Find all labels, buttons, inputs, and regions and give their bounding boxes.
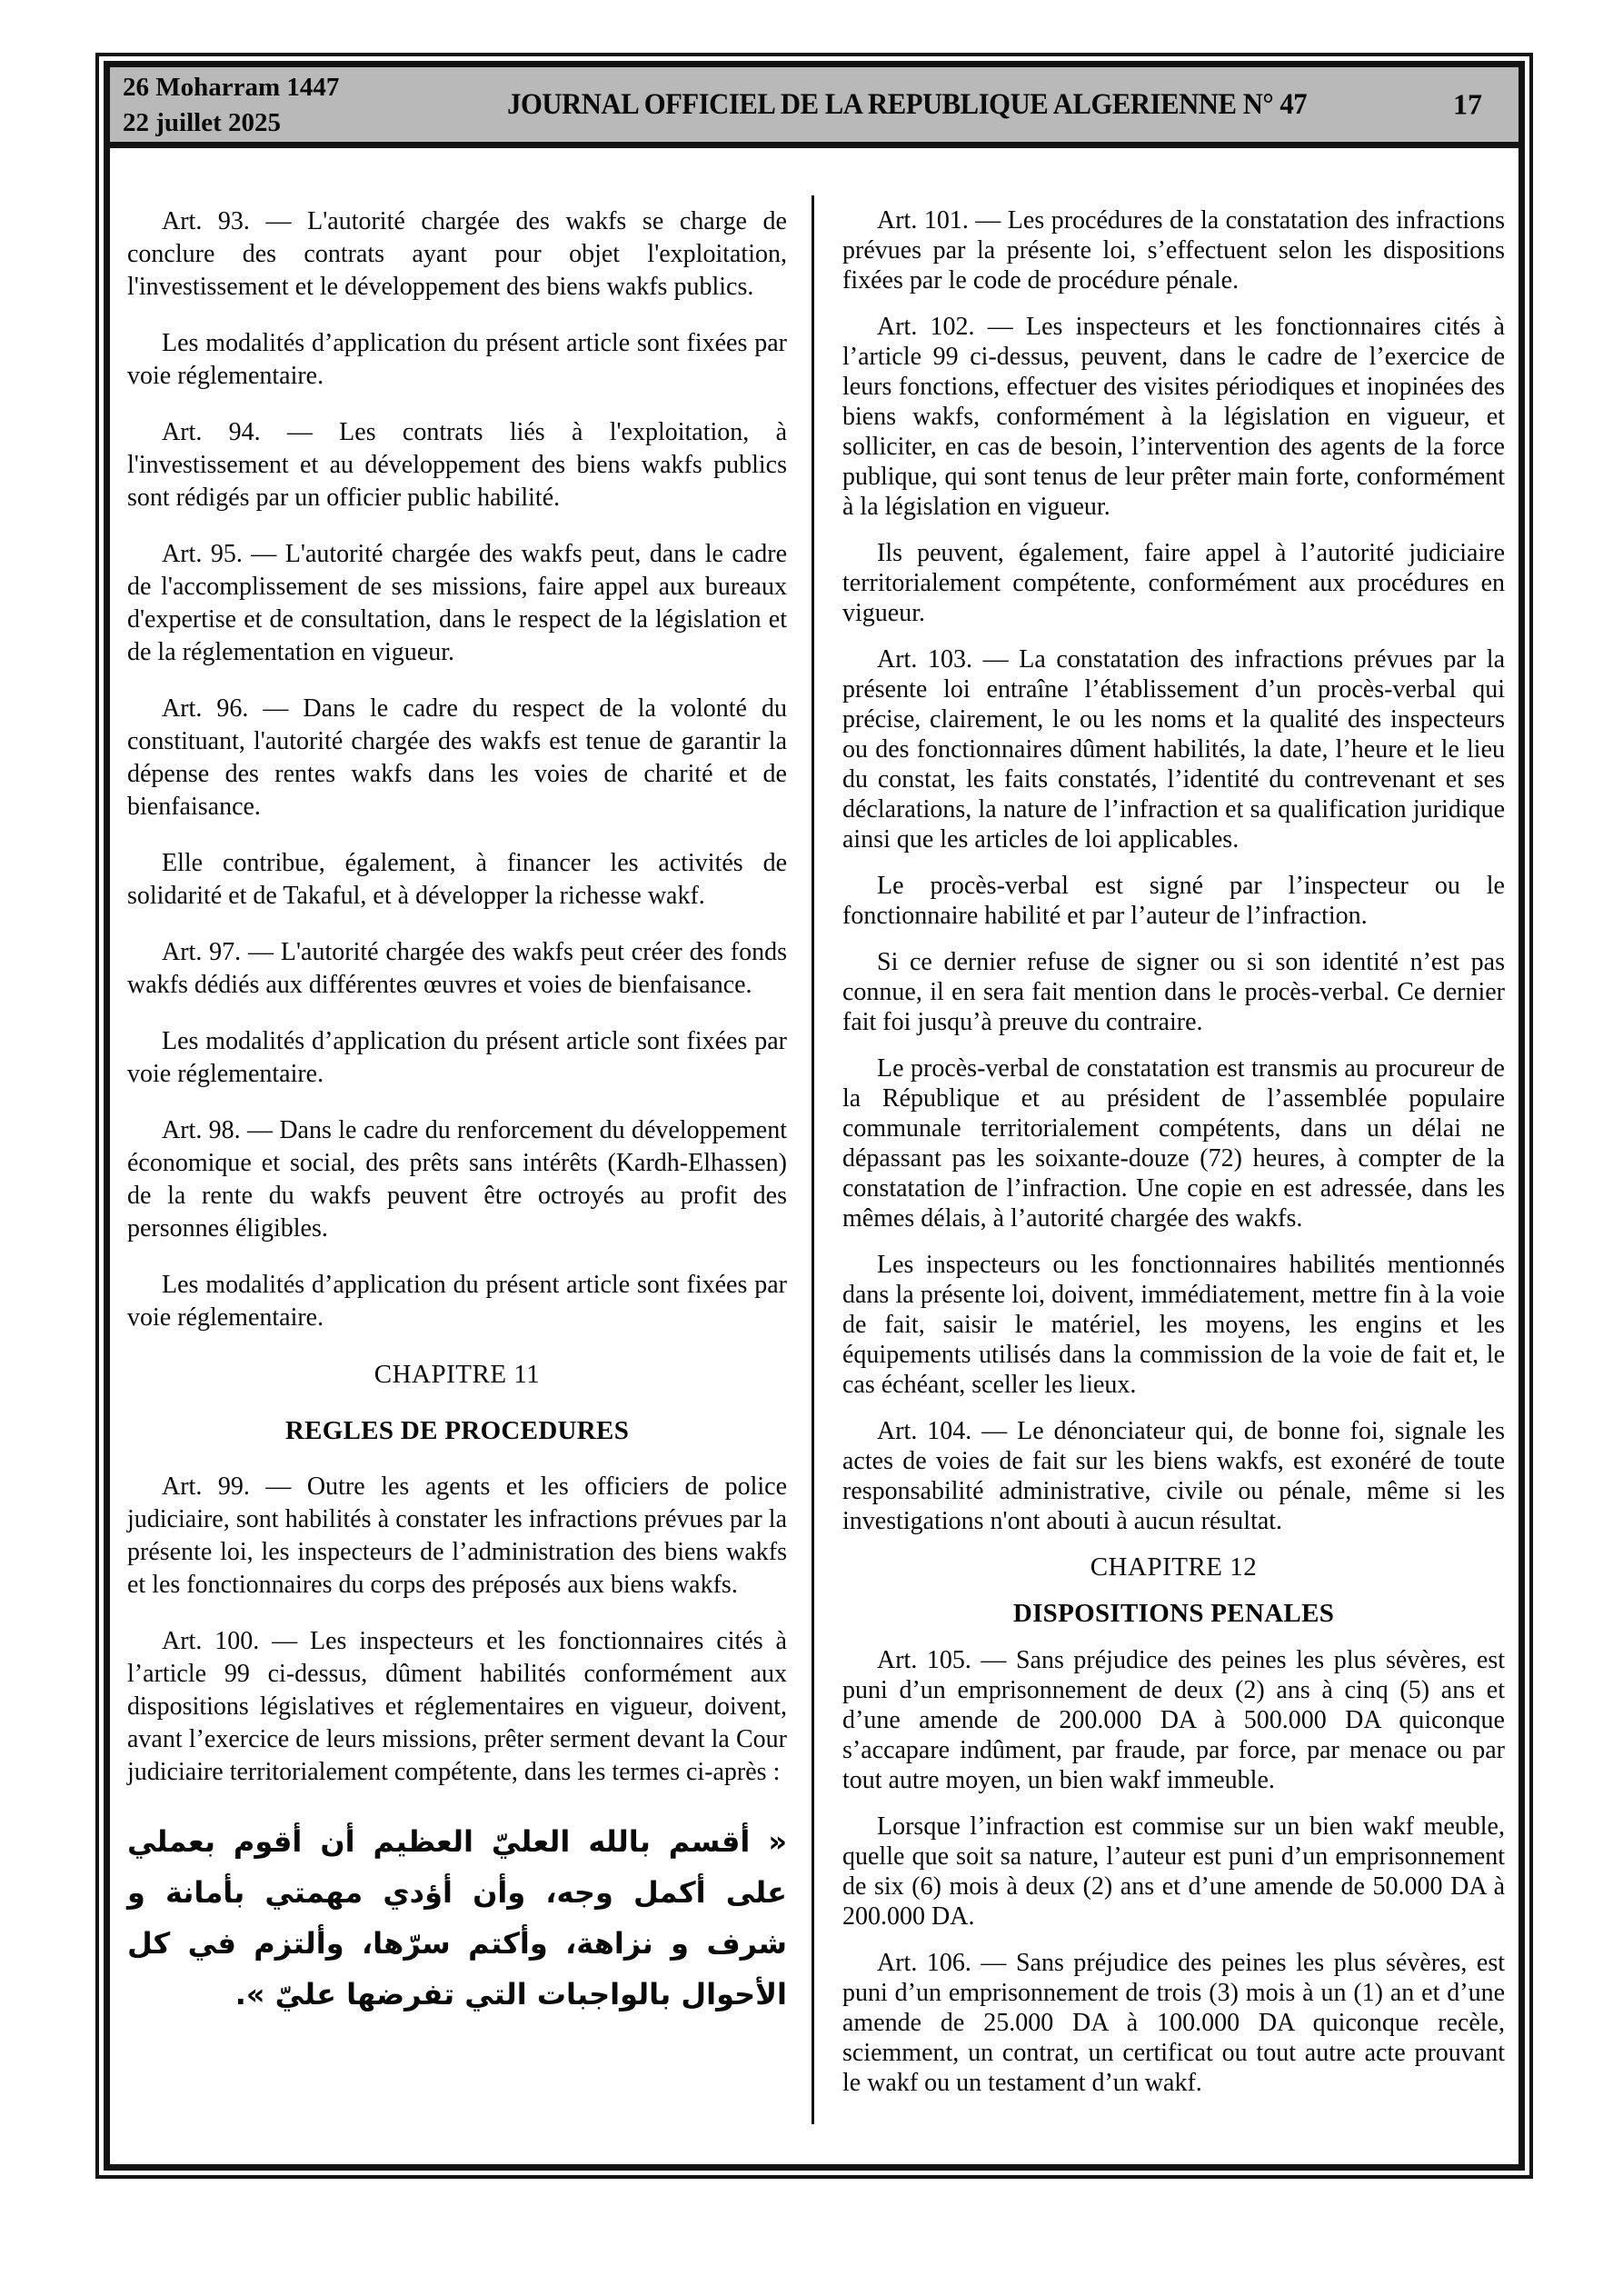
- right-column: [842, 205, 1505, 2098]
- oath-arabic-text: « أقسم بالله العليّ العظيم أن أقوم بعملي على أكمل وجه، وأن أؤدي مهمتي بأمانة و شرف و نزاهة، وأكتم سرّها، وألتزم في كل الأحوال بالواجبات التي تفرضها عليّ ».: [127, 1824, 787, 2011]
- article-102-paragraph: Art. 102. — Les inspecteurs et les fonctionnaires cités à l’article 99 ci-dessus, peuvent, dans le cadre de l’exercice de leurs fonctions, effectuer des visites périodiques et inopinées des biens wakfs, conformément à la législation en vigueur, et solliciter, en cas de besoin, l’intervention des agents de la force publique, qui sont tenus de leur prêter main forte, conformément à la législation en vigueur.: [842, 313, 1505, 521]
- article-105-alinea-2: Lorsque l’infraction est commise sur un bien wakf meuble, quelle que soit sa nature, l’auteur est puni d’un emprisonnement de six (6) mois à deux (2) ans et d’une amende de 50.000 DA à 200.000 DA.: [842, 1812, 1505, 1931]
- article-97-modalites-note: Les modalités d’application du présent article sont fixées par voie réglementaire.: [127, 1027, 787, 1088]
- article-103-paragraph: Art. 103. — La constatation des infractions prévues par la présente loi entraîne l’établissement d’un procès-verbal qui précise, clairement, le ou les noms et la qualité des inspecteurs ou des fonctionnaires dûment habilités, la date, l’heure et le lieu du constat, les faits constatés, l’identité du contrevenant et ses déclarations, la nature de l’infraction et sa qualification juridique ainsi que les articles de loi applicables.: [842, 645, 1505, 854]
- left-column: [127, 205, 787, 2020]
- article-102-alinea-2: Ils peuvent, également, faire appel à l’autorité judiciaire territorialement compétente, conformément aux procédures en vigueur.: [842, 539, 1505, 627]
- article-96-paragraph: Art. 96. — Dans le cadre du respect de la volonté du constituant, l'autorité chargée des wakfs est tenue de garantir la dépense des rentes wakfs dans les voies de charité et de bienfaisance.: [127, 694, 787, 821]
- article-93-paragraph: Art. 93. — L'autorité chargée des wakfs se charge de conclure des contrats ayant pour objet l'exploitation, l'investissement et le développement des biens wakfs publics.: [127, 207, 787, 301]
- article-104-paragraph: Art. 104. — Le dénonciateur qui, de bonne foi, signale les actes de voies de fait sur les biens wakfs, est exonéré de toute responsabilité administrative, civile ou pénale, même si les investigations n'ont abouti à aucun résultat.: [842, 1417, 1505, 1535]
- article-98-paragraph: Art. 98. — Dans le cadre du renforcement du développement économique et social, des prêts sans intérêts (Kardh-Elhassen) de la rente du wakfs peuvent être octroyés au profit des personnes éligibles.: [127, 1116, 787, 1243]
- article-96-alinea-2: Elle contribue, également, à financer les activités de solidarité et de Takaful, et à développer la richesse wakf.: [127, 849, 787, 910]
- article-95-paragraph: Art. 95. — L'autorité chargée des wakfs peut, dans le cadre de l'accomplissement de ses missions, faire appel aux bureaux d'expertise et de consultation, dans le respect de la législation et de la réglementation en vigueur.: [127, 540, 787, 666]
- article-103-alinea-4: Le procès-verbal de constatation est transmis au procureur de la République et au président de l’assemblée populaire communale territorialement compétents, dans un délai ne dépassant pas les soixante-douze (72) heures, à compter de la constatation de l’infraction. Une copie en est adressée, dans les mêmes délais, à l’autorité chargée des wakfs.: [842, 1054, 1505, 1233]
- gregorian-date: 22 juillet 2025: [123, 108, 281, 137]
- page-number: 17: [1453, 87, 1482, 121]
- article-98-modalites-note: Les modalités d’application du présent article sont fixées par voie réglementaire.: [127, 1271, 787, 1332]
- chapitre-12-title: DISPOSITIONS PENALES: [1012, 1599, 1335, 1628]
- article-103-alinea-5: Les inspecteurs ou les fonctionnaires habilités mentionnés dans la présente loi, doivent, immédiatement, mettre fin à la voie de fait, saisir le matériel, les moyens, les engins et les équipements utilisés dans la commission de la voie de fait et, le cas échéant, sceller les lieux.: [842, 1251, 1505, 1399]
- column-divider: [812, 195, 814, 2124]
- article-105-paragraph: Art. 105. — Sans préjudice des peines les plus sévères, est puni d’un emprisonnement de deux (2) ans à cinq (5) ans et d’une amende de 200.000 DA à 500.000 DA quiconque s’accapare indûment, par fraude, par force, par menace ou par tout autre moyen, un bien wakf immeuble.: [842, 1646, 1505, 1794]
- article-101-paragraph: Art. 101. — Les procédures de la constatation des infractions prévues par la présente loi, s’effectuent selon les dispositions fixées par le code de procédure pénale.: [842, 206, 1505, 294]
- journal-title: JOURNAL OFFICIEL DE LA REPUBLIQUE ALGERIENNE N° 47: [507, 87, 1308, 121]
- journal-title-wrap: [296, 67, 1518, 142]
- article-97-paragraph: Art. 97. — L'autorité chargée des wakfs peut créer des fonds wakfs dédiés aux différentes œuvres et voies de bienfaisance.: [127, 938, 787, 999]
- article-106-paragraph: Art. 106. — Sans préjudice des peines les plus sévères, est puni d’un emprisonnement de trois (3) mois à un (1) an et d’une amende de 25.000 DA à 100.000 DA quiconque recèle, sciemment, un contrat, un certificat ou tout autre acte prouvant le wakf ou un testament d’un wakf.: [842, 1949, 1505, 2097]
- article-94-paragraph: Art. 94. — Les contrats liés à l'exploitation, à l'investissement et au développement des biens wakfs publics sont rédigés par un officier public habilité.: [127, 418, 787, 512]
- article-103-alinea-3: Si ce dernier refuse de signer ou si son identité n’est pas connue, il en sera fait mention dans le procès-verbal. Ce dernier fait foi jusqu’à preuve du contraire.: [842, 948, 1505, 1036]
- hijri-date: 26 Moharram 1447: [123, 73, 340, 102]
- article-99-paragraph: Art. 99. — Outre les agents et les officiers de police judiciaire, sont habilités à constater les infractions prévues par la présente loi, les inspecteurs de l’administration des biens wakfs et les fonctionnaires du corps des préposés aux biens wakfs.: [127, 1472, 787, 1599]
- article-93-modalites-note: Les modalités d’application du présent article sont fixées par voie réglementaire.: [127, 329, 787, 390]
- chapitre-11-title: REGLES DE PROCEDURES: [284, 1416, 630, 1445]
- article-100-paragraph: Art. 100. — Les inspecteurs et les fonctionnaires cités à l’article 99 ci-dessus, dûment habilités conformément aux dispositions législatives et réglementaires en vigueur, doivent, avant l’exercice de leurs missions, prêter serment devant la Cour judiciaire territorialement compétente, dans les termes ci-après :: [127, 1627, 787, 1786]
- chapitre-11-number: CHAPITRE 11: [373, 1360, 541, 1389]
- header-band: [110, 67, 1518, 148]
- page-frame-outer: [95, 53, 1533, 2179]
- article-103-alinea-2: Le procès-verbal est signé par l’inspecteur ou le fonctionnaire habilité et par l’auteur de l’infraction.: [842, 872, 1505, 930]
- page-frame-inner: [104, 61, 1525, 2171]
- page-content: [110, 148, 1518, 2164]
- chapitre-12-number: CHAPITRE 12: [1090, 1552, 1258, 1582]
